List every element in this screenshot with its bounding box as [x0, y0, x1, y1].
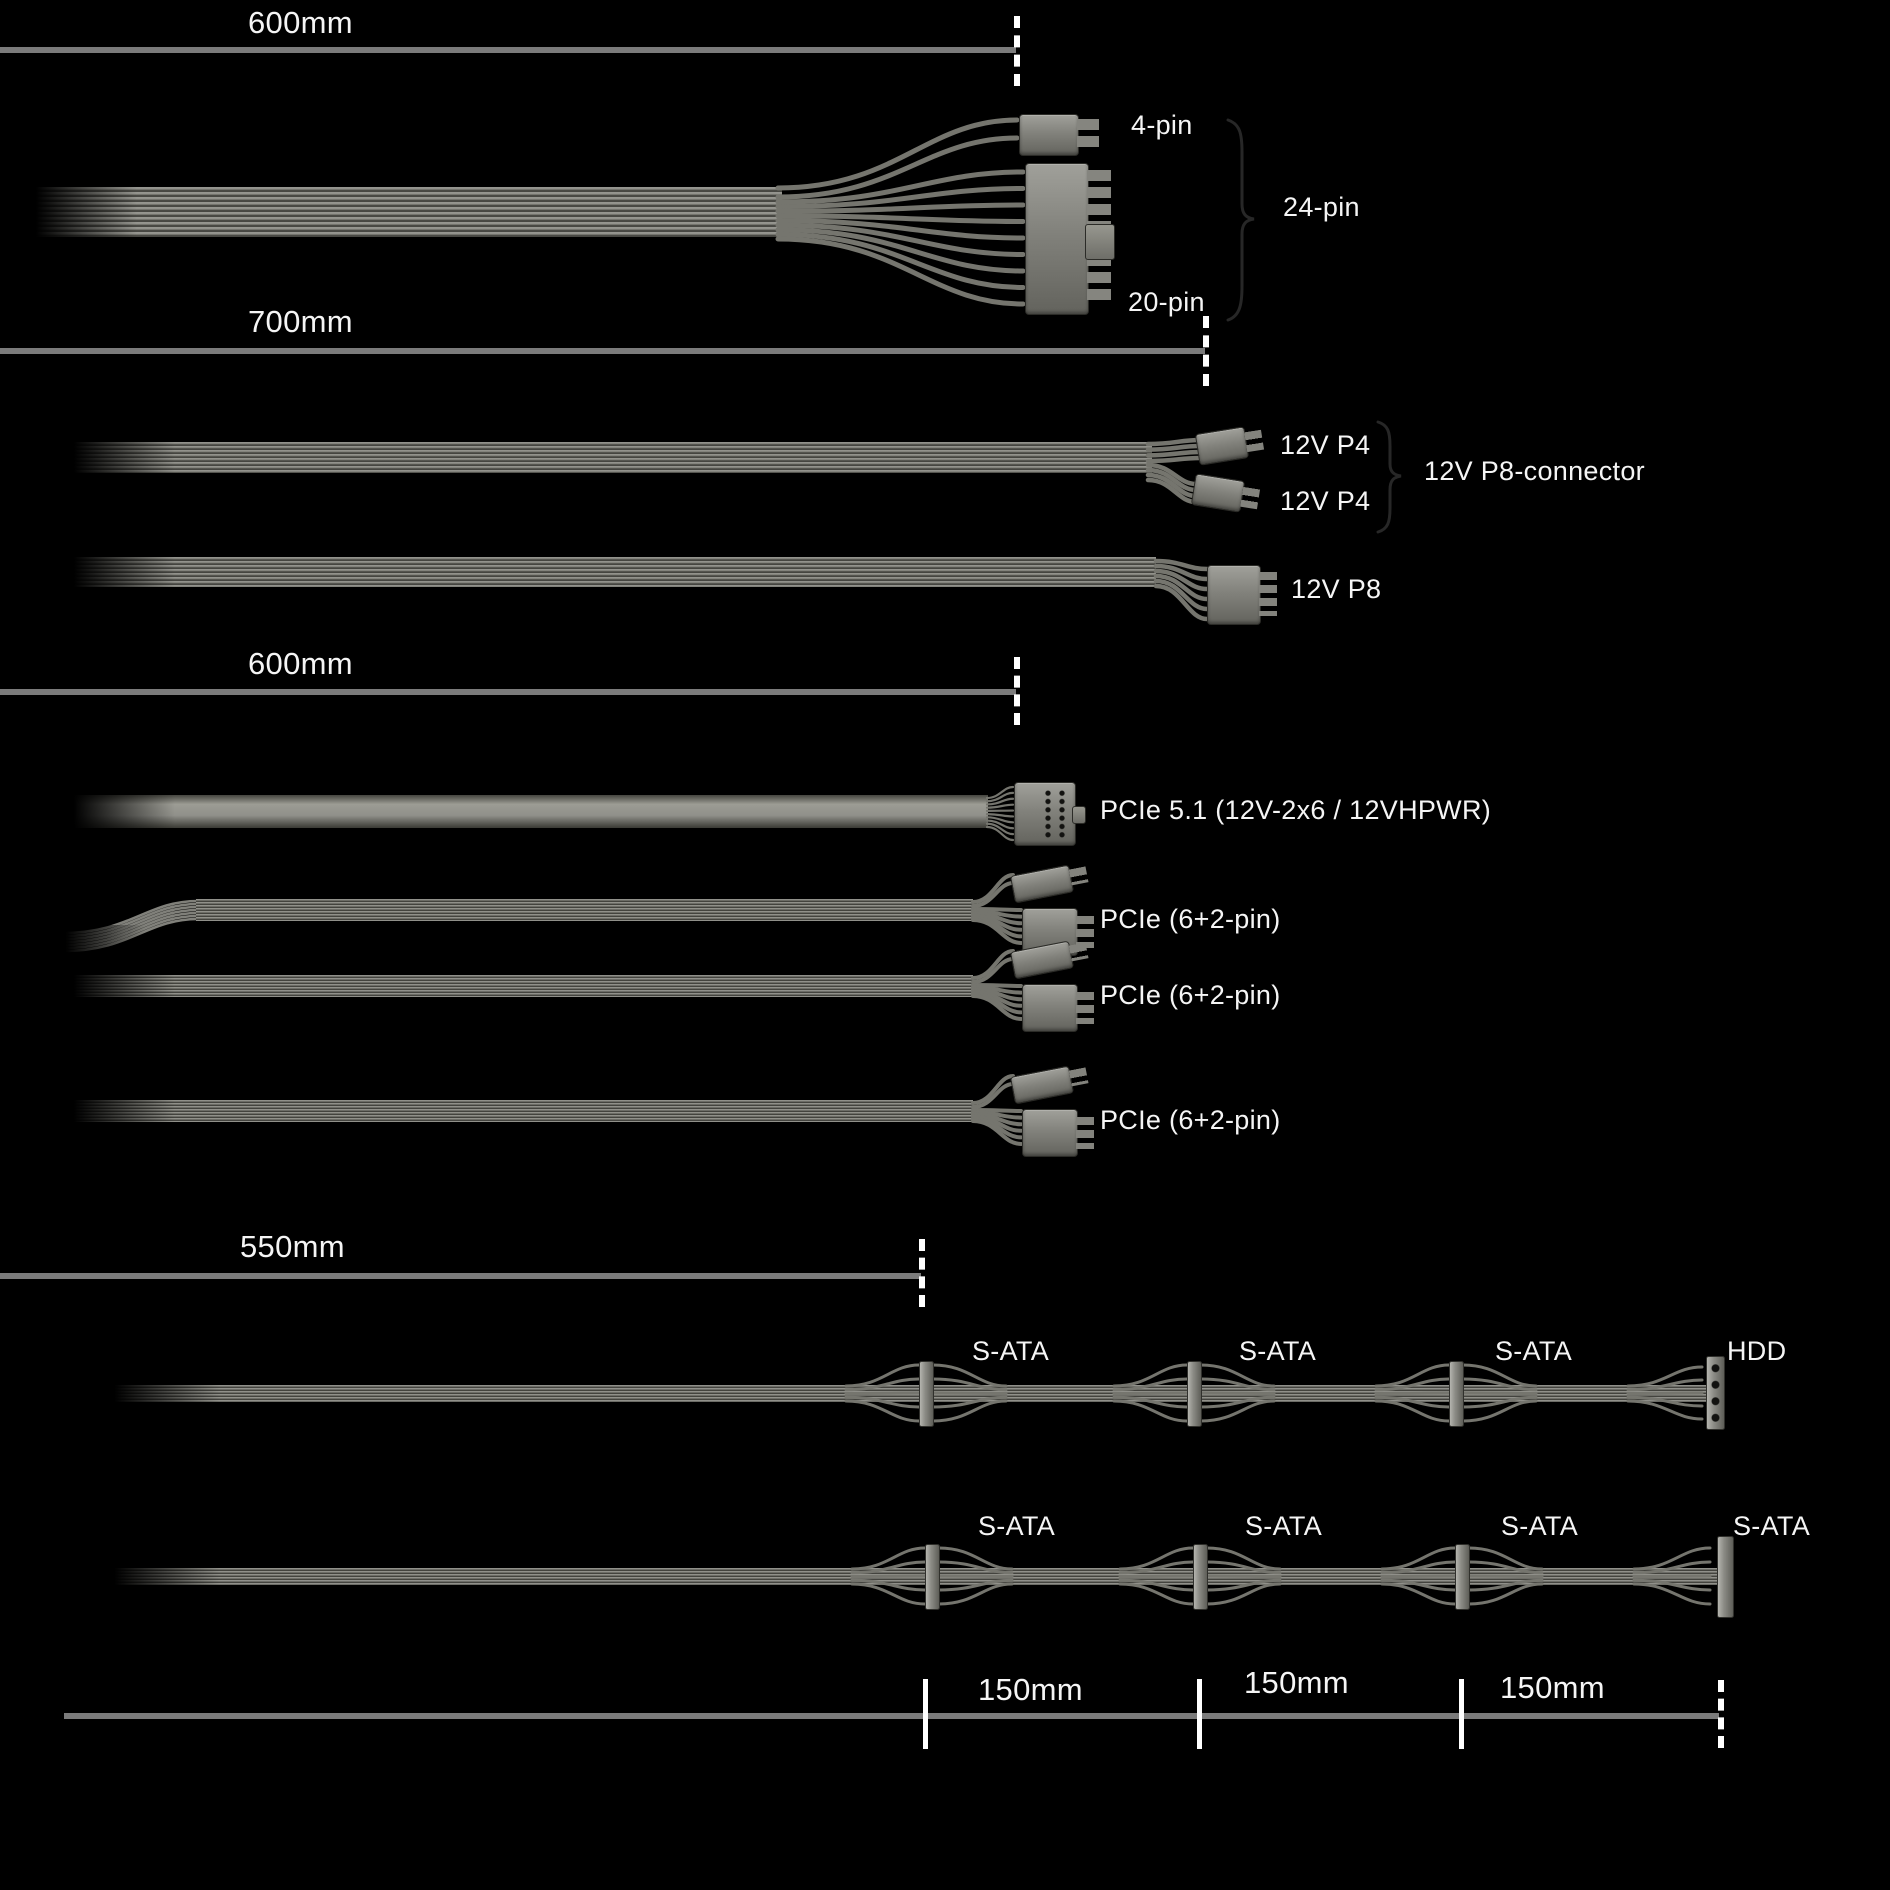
pcie-dimension-line — [0, 689, 1016, 695]
cpu-p8-cable — [60, 557, 1156, 587]
pcie62-row3-cable — [60, 1100, 973, 1122]
pcie62-row3-6pin-connector — [1022, 1109, 1078, 1157]
pcie62-row1-fade — [55, 925, 145, 965]
atx-24pin-brace — [1222, 118, 1262, 322]
pcie5-connector-pins — [1041, 789, 1069, 839]
cpu-p4-cable — [60, 442, 1152, 473]
cpu-p4-bottom-teeth — [1240, 487, 1260, 509]
pcie62-row2-fade — [60, 974, 175, 998]
sata-row1-hdd-holes — [1709, 1360, 1722, 1426]
cpu-length-label: 700mm — [248, 304, 353, 339]
bottom-length-label-3: 150mm — [1500, 1670, 1605, 1705]
atx-20pin-label: 20-pin — [1128, 287, 1205, 317]
sata-row2-connector-3 — [1455, 1544, 1470, 1610]
sata-row2-connector-1 — [925, 1544, 940, 1610]
pcie62-row2-label: PCIe (6+2-pin) — [1100, 980, 1281, 1010]
atx-dimension-line — [0, 47, 1016, 53]
cpu-dimension-line — [0, 348, 1205, 354]
pcie62-row1-label: PCIe (6+2-pin) — [1100, 904, 1281, 934]
atx-cable-fade — [22, 186, 137, 238]
pcie62-row3-fade — [60, 1099, 175, 1123]
bottom-tick-1 — [923, 1679, 928, 1749]
sata-row2-label-4: S-ATA — [1733, 1511, 1811, 1541]
cpu-p4-top-teeth — [1244, 430, 1264, 452]
atx-4pin-connector — [1019, 114, 1079, 156]
atx-20pin-latch — [1085, 224, 1115, 260]
sata-row2-label-2: S-ATA — [1245, 1511, 1323, 1541]
atx-dimension-tick — [1014, 16, 1020, 86]
sata-row1-hdd-connector — [1706, 1356, 1725, 1430]
cpu-p8-teeth — [1259, 572, 1277, 616]
bottom-length-label-1: 150mm — [978, 1672, 1083, 1707]
pcie5-cable — [60, 795, 988, 828]
pcie5-connector — [1014, 782, 1076, 846]
pcie62-row2-6pin-connector — [1022, 984, 1078, 1032]
cpu-p4-cable-fade — [60, 441, 175, 474]
cpu-p8-cable-fade — [60, 556, 175, 588]
sata-row1-connector-3 — [1449, 1361, 1464, 1427]
atx-length-label: 600mm — [248, 5, 353, 40]
pcie62-row3-2pin-teeth — [1069, 1067, 1089, 1086]
pcie-length-label: 600mm — [248, 646, 353, 681]
sata-row1-fans — [0, 1353, 1890, 1433]
sata-length-label: 550mm — [240, 1229, 345, 1264]
cpu-p8-brace — [1374, 420, 1410, 534]
sata-dimension-line — [0, 1273, 921, 1279]
cpu-p8-label: 12V P8 — [1291, 574, 1382, 604]
atx-4pin-label: 4-pin — [1131, 110, 1193, 140]
sata-row1-connector-1 — [919, 1361, 934, 1427]
pcie62-row3-6pin-teeth — [1076, 1117, 1094, 1149]
sata-row1-hdd-label: HDD — [1727, 1336, 1787, 1366]
atx-4pin-teeth — [1077, 119, 1099, 150]
pcie5-cable-fade — [60, 794, 175, 829]
pcie5-connector-tab — [1072, 806, 1086, 824]
pcie5-cable-fan — [982, 778, 1018, 848]
sata-row1-label-3: S-ATA — [1495, 1336, 1573, 1366]
cpu-dimension-tick — [1203, 316, 1209, 386]
pcie62-row3-label: PCIe (6+2-pin) — [1100, 1105, 1281, 1135]
pcie62-row2-2pin-teeth — [1069, 942, 1089, 961]
atx-20pin-connector — [1025, 163, 1089, 315]
bottom-length-label-2: 150mm — [1244, 1665, 1349, 1700]
sata-row2-end-connector — [1717, 1536, 1734, 1618]
bottom-scale-line — [64, 1713, 1719, 1719]
sata-row1-label-1: S-ATA — [972, 1336, 1050, 1366]
sata-dimension-tick — [919, 1239, 925, 1307]
cpu-p8-group-label: 12V P8-connector — [1424, 456, 1645, 486]
sata-row1-connector-2 — [1187, 1361, 1202, 1427]
bottom-tick-3 — [1459, 1679, 1464, 1749]
pcie62-row1-2pin-teeth — [1069, 866, 1089, 885]
cpu-p8-connector — [1207, 565, 1261, 625]
sata-row2-connector-2 — [1193, 1544, 1208, 1610]
cpu-p4-label-top: 12V P4 — [1280, 430, 1371, 460]
sata-row2-label-1: S-ATA — [978, 1511, 1056, 1541]
atx-cable-fan — [770, 98, 1040, 323]
pcie5-label: PCIe 5.1 (12V-2x6 / 12VHPWR) — [1100, 795, 1492, 825]
pcie62-row2-6pin-teeth — [1076, 992, 1094, 1024]
bottom-tick-2 — [1197, 1679, 1202, 1749]
bottom-tick-end — [1718, 1680, 1724, 1748]
atx-24pin-label: 24-pin — [1283, 192, 1360, 222]
sata-row2-label-3: S-ATA — [1501, 1511, 1579, 1541]
sata-row1-label-2: S-ATA — [1239, 1336, 1317, 1366]
pcie-dimension-tick — [1014, 657, 1020, 725]
sata-row2-fans — [0, 1536, 1890, 1616]
pcie62-row1-cable — [196, 899, 973, 921]
pcie62-row2-cable — [60, 975, 973, 997]
cpu-p4-label-bottom: 12V P4 — [1280, 486, 1371, 516]
